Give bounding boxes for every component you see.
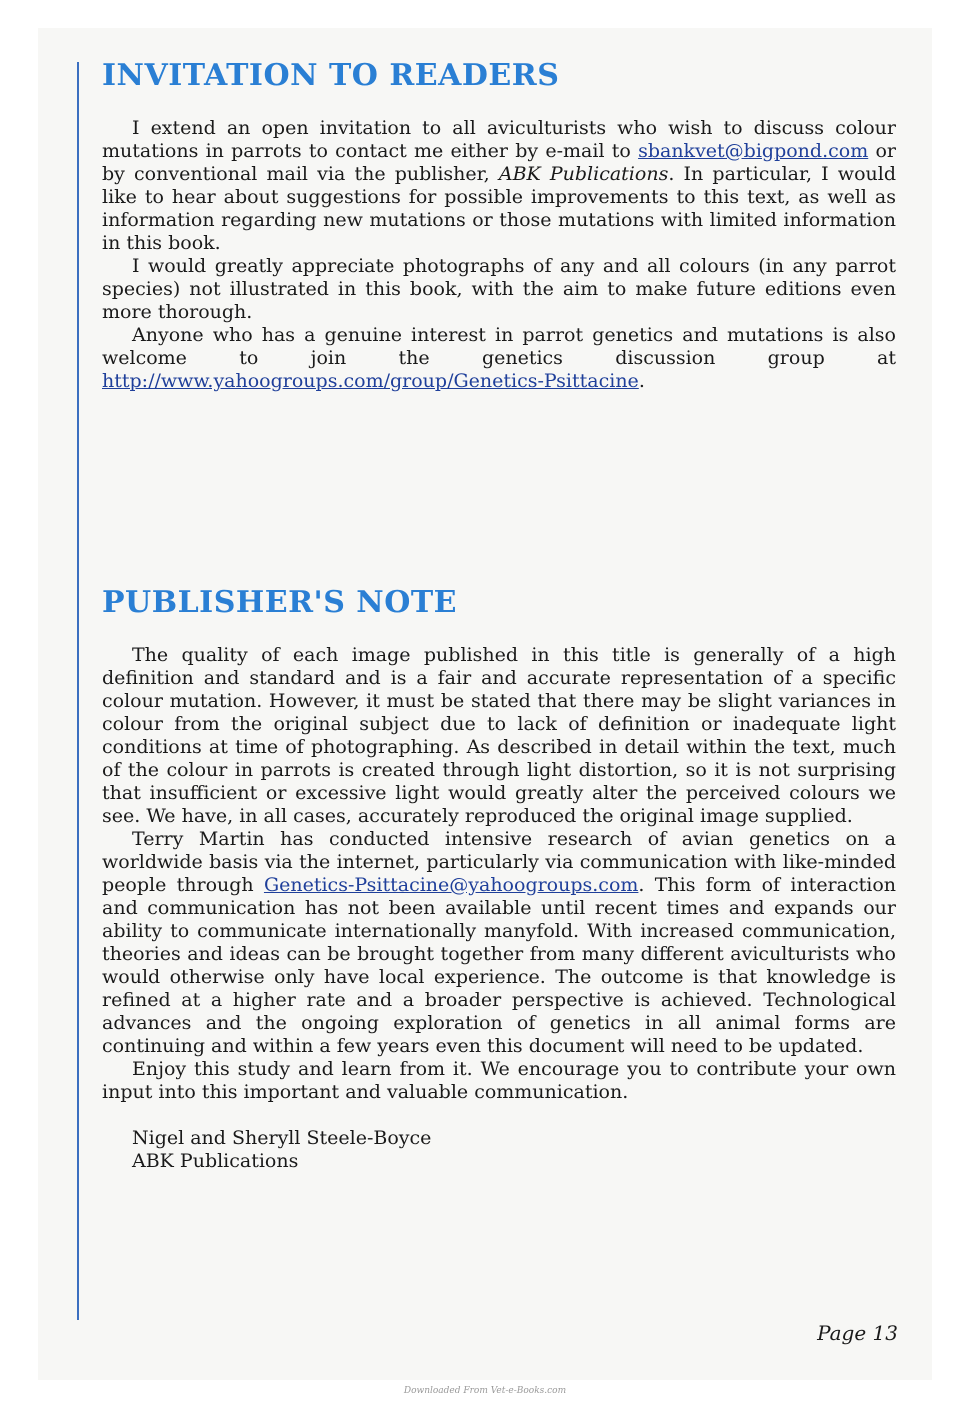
download-footer: Downloaded From Vet-e-Books.com [403,1386,567,1396]
signature-block [102,1127,896,1173]
signature-names: Nigel and Sheryll Steele-Boyce [132,1127,432,1149]
author-email-link[interactable]: sbankvet@bigpond.com [638,140,869,162]
margin-rule [77,62,79,1320]
invitation-p1-text-2: or by conventional mail via the publisher, [102,140,896,185]
publisher-note-heading: PUBLISHER'S NOTE [102,585,458,620]
invitation-p3-text-1: Anyone who has a genuine interest in parrot genetics and mutations is also welcome to join the genetics discussion group at [102,324,896,369]
publisher-p2-text-1: Terry Martin has conducted intensive research of avian genetics on a worldwide basis via the internet, particularly via communication with like-minded people through [102,828,896,896]
publisher-note-paragraph-2 [102,828,896,1058]
group-email-link[interactable]: Genetics-Psittacine@yahoogroups.com [263,874,639,896]
signature-org: ABK Publications [132,1150,299,1172]
invitation-p3-text-2: . [638,370,645,392]
publisher-note-paragraph-3: Enjoy this study and learn from it. We encourage you to contribute your own input into this important and valuable communication. [102,1058,896,1103]
publisher-note-paragraph-1: The quality of each image published in this title is generally of a high definition and standard and is a fair and accurate representation of a specific colour mutation. However, it must be stated that there may be slight variances in colour from the original subject due to lack of definition or inadequate light conditions at time of photographing. As described in detail within the text, much of the colour in parrots is created through light distortion, so it is not surprising that insufficient or excessive light would greatly alter the perceived colours we see. We have, in all cases, accurately reproduced the original image supplied. [102,644,896,827]
publisher-note-section [102,585,896,1173]
invitation-paragraph-1 [102,117,896,255]
invitation-paragraph-3 [102,324,896,393]
invitation-paragraph-2: I would greatly appreciate photographs of any and all colours (in any parrot species) not illustrated in this book, with the aim to make future editions even more thorough. [102,255,896,323]
discussion-group-link[interactable]: http://www.yahoogroups.com/group/Genetics-Psittacine [102,370,639,392]
invitation-heading: INVITATION TO READERS [102,58,560,93]
invitation-p1-text-3: . In particular, I would like to hear about suggestions for possible improvements to this text, as well as information regarding new mutations or those mutations with limited information in this book. [102,163,896,254]
invitation-section [102,58,896,393]
page-number: Page 13 [817,1321,898,1345]
invitation-p1-text-1: I extend an open invitation to all aviculturists who wish to discuss colour mutations in parrots to contact me either by e-mail to [102,117,896,162]
publisher-p2-text-2: . This form of interaction and communication has not been available until recent times and expands our ability to communicate internationally manyfold. With increased communication, theories and ideas can be brought together from many different aviculturists who would otherwise only have local experience. The outcome is that knowledge is refined at a higher rate and a broader perspective is achieved. Technological advances and the ongoing exploration of genetics in all animal forms are continuing and within a few years even this document will need to be updated. [102,874,896,1057]
publisher-name: ABK Publications [498,163,669,185]
